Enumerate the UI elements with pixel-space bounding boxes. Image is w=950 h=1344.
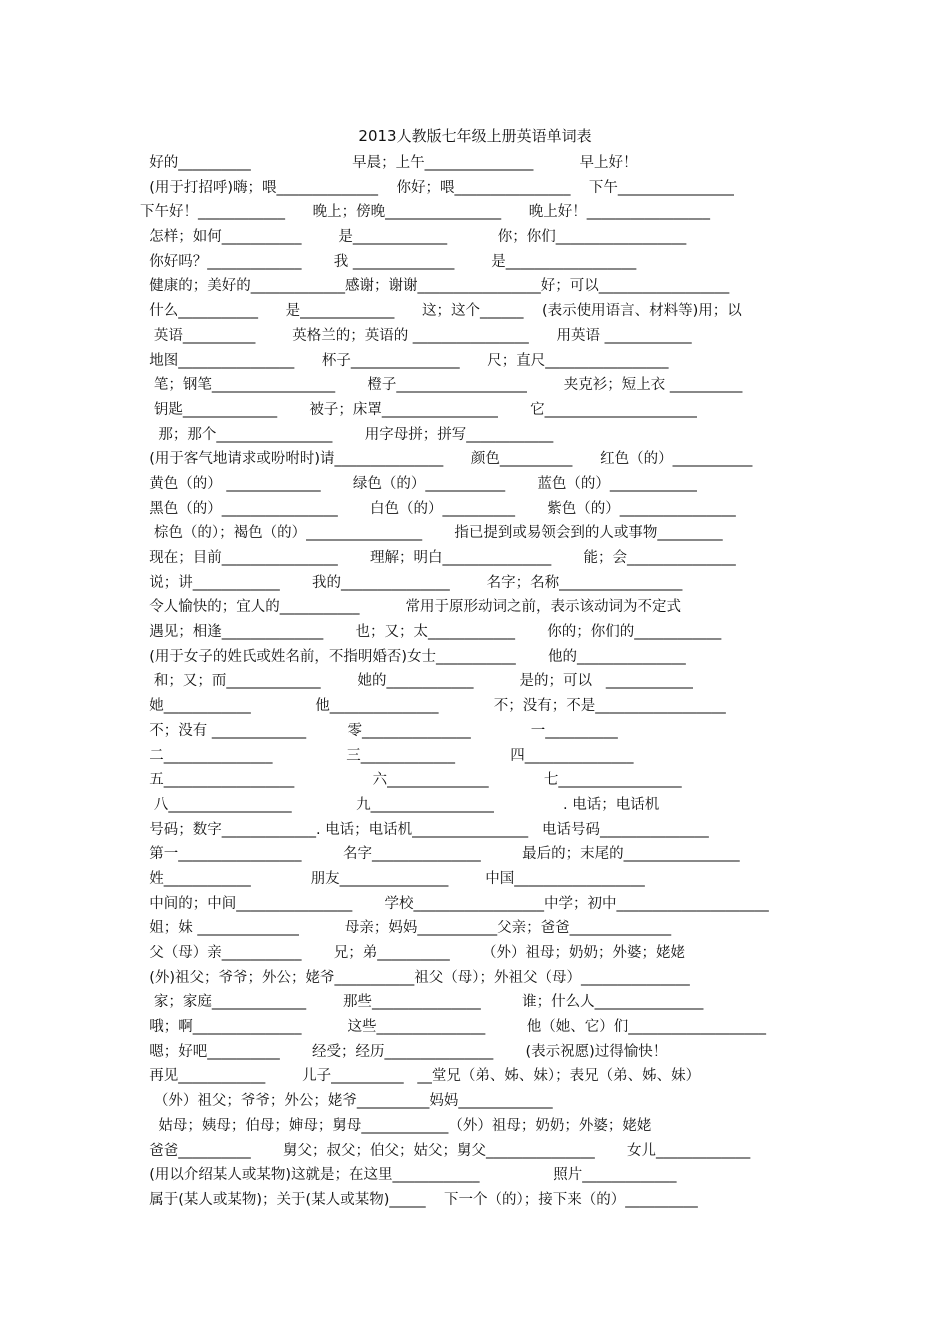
vocab-line: 英语__________ 英格兰的；英语的 ________________ 用英语 ____________ xyxy=(140,327,692,344)
vocab-line: (用于打招呼)嗨；喂______________ 你好；喂________________ 下午________________ xyxy=(140,179,734,196)
vocab-line: 中间的；中间________________ 学校__________________中学；初中_____________________ xyxy=(140,895,769,912)
vocab-line: 爸爸__________ 舅父；叔父；伯父；姑父；舅父_______________ 女儿_____________ xyxy=(140,1142,751,1159)
vocab-line: (用于女子的姓氏或姓名前，不指明婚否)女士___________ 他的_______________ xyxy=(140,648,686,665)
vocab-line: (外)祖父；爷爷；外公；姥爷___________祖父（母）；外祖父（母）_______________ xyxy=(140,969,690,986)
vocab-line: 黑色（的）________________ 白色（的）__________ 紫色（的）________________ xyxy=(140,500,736,517)
vocab-line: 地图________________ 杯子_______________ 尺；直尺_________________ xyxy=(140,352,669,369)
vocab-line: 说；讲____________ 我的_______________ 名字；名称_________________ xyxy=(140,574,683,591)
vocab-line: 什么___________ 是_____________ 这；这个______ (表示使用语言、材料等)用；以 xyxy=(140,303,742,320)
page-title: 2013人教版七年级上册英语单词表 xyxy=(358,127,592,145)
vocab-line: 号码；数字_____________. 电话；电话机________________ 电话号码_______________ xyxy=(140,821,709,838)
vocab-line: 怎样；如何___________ 是_____________ 你；你们__________________ xyxy=(140,229,687,246)
vocab-line: 姐；妹 ______________ 母亲；妈妈___________父亲；爸爸______________ xyxy=(140,920,672,937)
vocab-line: 棕色（的）；褐色（的）________________ 指已提到或易领会到的人或事物_________ xyxy=(140,525,723,542)
vocab-line: 那；那个________________ 用字母拼；拼写____________ xyxy=(140,426,554,443)
vocab-line: 第一_________________ 名字_______________ 最后的；末尾的________________ xyxy=(140,846,740,863)
vocab-line: 姑母；姨母；伯母；婶母；舅母____________（外）祖母；奶奶；外婆；姥姥 xyxy=(140,1117,652,1134)
vocab-line: 下午好！____________ 晚上；傍晚________________ 晚上好！_________________ xyxy=(140,204,711,221)
vocab-line: 健康的；美好的_____________感谢；谢谢_________________好；可以__________________ xyxy=(140,278,730,295)
vocab-line: (用以介绍某人或某物)这就是；在这里____________ 照片_____________ xyxy=(140,1167,677,1184)
vocab-line: 不；没有 _____________ 零_______________ 一__________ xyxy=(140,722,618,739)
vocab-line: 八_________________ 九_________________ . 电话；电话机 xyxy=(140,796,660,813)
vocab-line: (用于客气地请求或吩咐时)请_______________ 颜色__________ 红色（的）___________ xyxy=(140,451,753,468)
vocab-line: 姓____________ 朋友_______________ 中国__________________ xyxy=(140,870,645,887)
vocab-line: 笔；钢笔_________________ 橙子__________________ 夹克衫；短上衣 __________ xyxy=(140,377,743,394)
vocab-line: 五__________________ 六______________ 七_________________ xyxy=(140,772,682,789)
vocab-line: 黄色（的） _____________ 绿色（的）___________ 蓝色（的）____________ xyxy=(140,475,697,492)
vocab-line: 二_______________ 三_____________ 四_______________ xyxy=(140,747,634,764)
vocab-line: 现在；目前________________ 理解；明白_______________ 能；会_______________ xyxy=(140,550,736,566)
vocab-line: 她____________ 他_______________ 不；没有；不是__________________ xyxy=(140,698,726,715)
vocab-line: 和；又；而_____________ 她的____________ 是的；可以 ____________ xyxy=(140,673,693,690)
vocab-line: 再见____________ 儿子__________ __堂兄（弟、姊、妹）；表兄（弟、姊、妹） xyxy=(140,1068,701,1085)
vocab-line: 遇见；相逢______________ 也；又；太____________ 你的；你们的____________ xyxy=(140,624,722,641)
vocab-line: 家；家庭_____________ 那些_______________ 谁；什么人_______________ xyxy=(140,994,704,1011)
vocab-line: 你好吗？_____________ 我 ______________ 是__________________ xyxy=(140,253,637,270)
vocab-line: （外）祖父；爷爷；外公；姥爷__________妈妈_____________ xyxy=(140,1093,553,1110)
vocab-line: 好的__________ 早晨；上午_______________ 早上好！ xyxy=(140,155,638,171)
vocab-line: 嗯；好吧__________ 经受；经历_______________ (表示祝愿)过得愉快！ xyxy=(140,1043,668,1060)
word-list xyxy=(140,151,820,1213)
vocab-line: 父（母）亲___________ 兄；弟__________ （外）祖母；奶奶；外婆；姥姥 xyxy=(140,945,685,961)
vocab-line: 令人愉快的；宜人的___________ 常用于原形动词之前，表示该动词为不定式 xyxy=(140,599,682,616)
vocab-line: 钥匙_____________ 被子；床罩________________ 它_____________________ xyxy=(140,401,697,418)
vocab-line: 属于(某人或某物)；关于(某人或某物)_____ 下一个（的）；接下来（的）__________ xyxy=(140,1191,698,1208)
vocab-line: 哦；啊_______________ 这些_______________ 他（她、它）们___________________ xyxy=(140,1019,767,1036)
